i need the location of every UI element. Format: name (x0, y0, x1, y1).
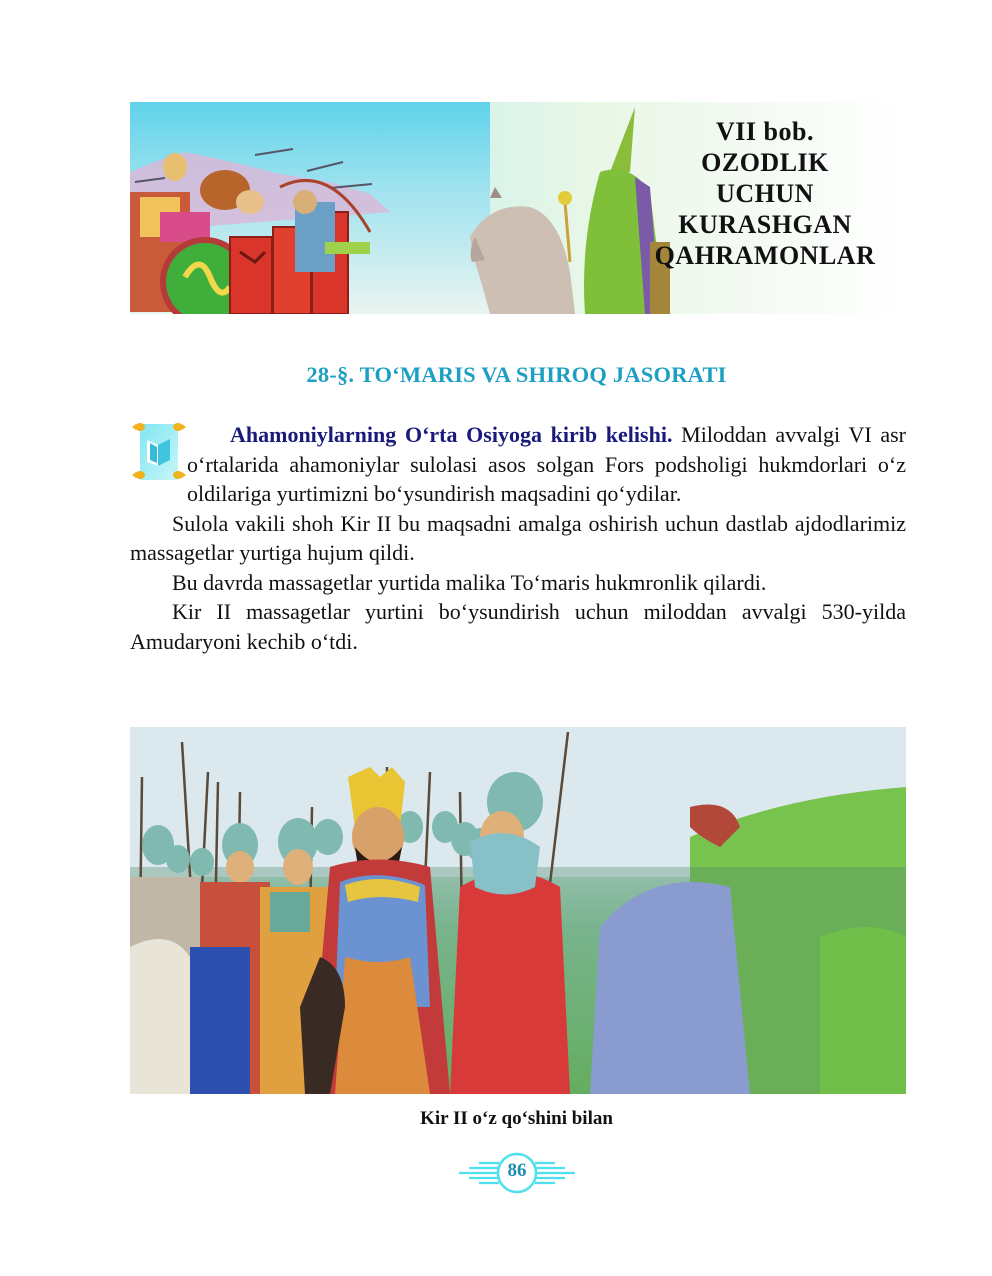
paragraph: Kir II massagetlar yurtini bo‘ysundirish uchun miloddan avvalgi 530-yilda Amudaryoni kechib o‘tdi. (130, 599, 906, 654)
paragraph-intro (130, 420, 906, 509)
subheading: Ahamoniylarning O‘rta Osiyoga kirib kelishi. (230, 422, 673, 447)
chapter-number: VII bob. (716, 117, 814, 146)
chapter-title (640, 116, 890, 271)
chapter-title-line: OZODLIK (701, 148, 829, 177)
paragraph-text: Miloddan avvalgi VI asr o‘rtalarida ahamoniylar sulolasi asos solgan Fors podsholigi hukmdorlari o‘z oldilariga yurtimizni bo‘ysundirish maqsadini qo‘ydilar. (187, 422, 906, 506)
chapter-title-line: QAHRAMONLAR (654, 241, 876, 270)
page-number-badge (457, 1152, 577, 1194)
figure-caption: Kir II o‘z qo‘shini bilan (420, 1108, 613, 1129)
chapter-banner (130, 102, 910, 314)
section-heading: 28-§. TO‘MARIS VA SHIROQ JASORATI (306, 362, 727, 387)
lesson-text (130, 420, 906, 656)
page-number: 86 (507, 1160, 527, 1181)
paragraph: Bu davrda massagetlar yurtida malika To‘maris hukmronlik qilardi. (172, 569, 767, 595)
chapter-title-line: KURASHGAN (678, 210, 852, 239)
king-with-army-illustration (130, 727, 906, 1094)
paragraph: Sulola vakili shoh Kir II bu maqsadni amalga oshirish uchun dastlab ajdodlarimiz massagetlar yurtiga hujum qildi. (130, 510, 906, 565)
figure-illustration (130, 727, 906, 1094)
chapter-title-line: UCHUN (716, 179, 814, 208)
